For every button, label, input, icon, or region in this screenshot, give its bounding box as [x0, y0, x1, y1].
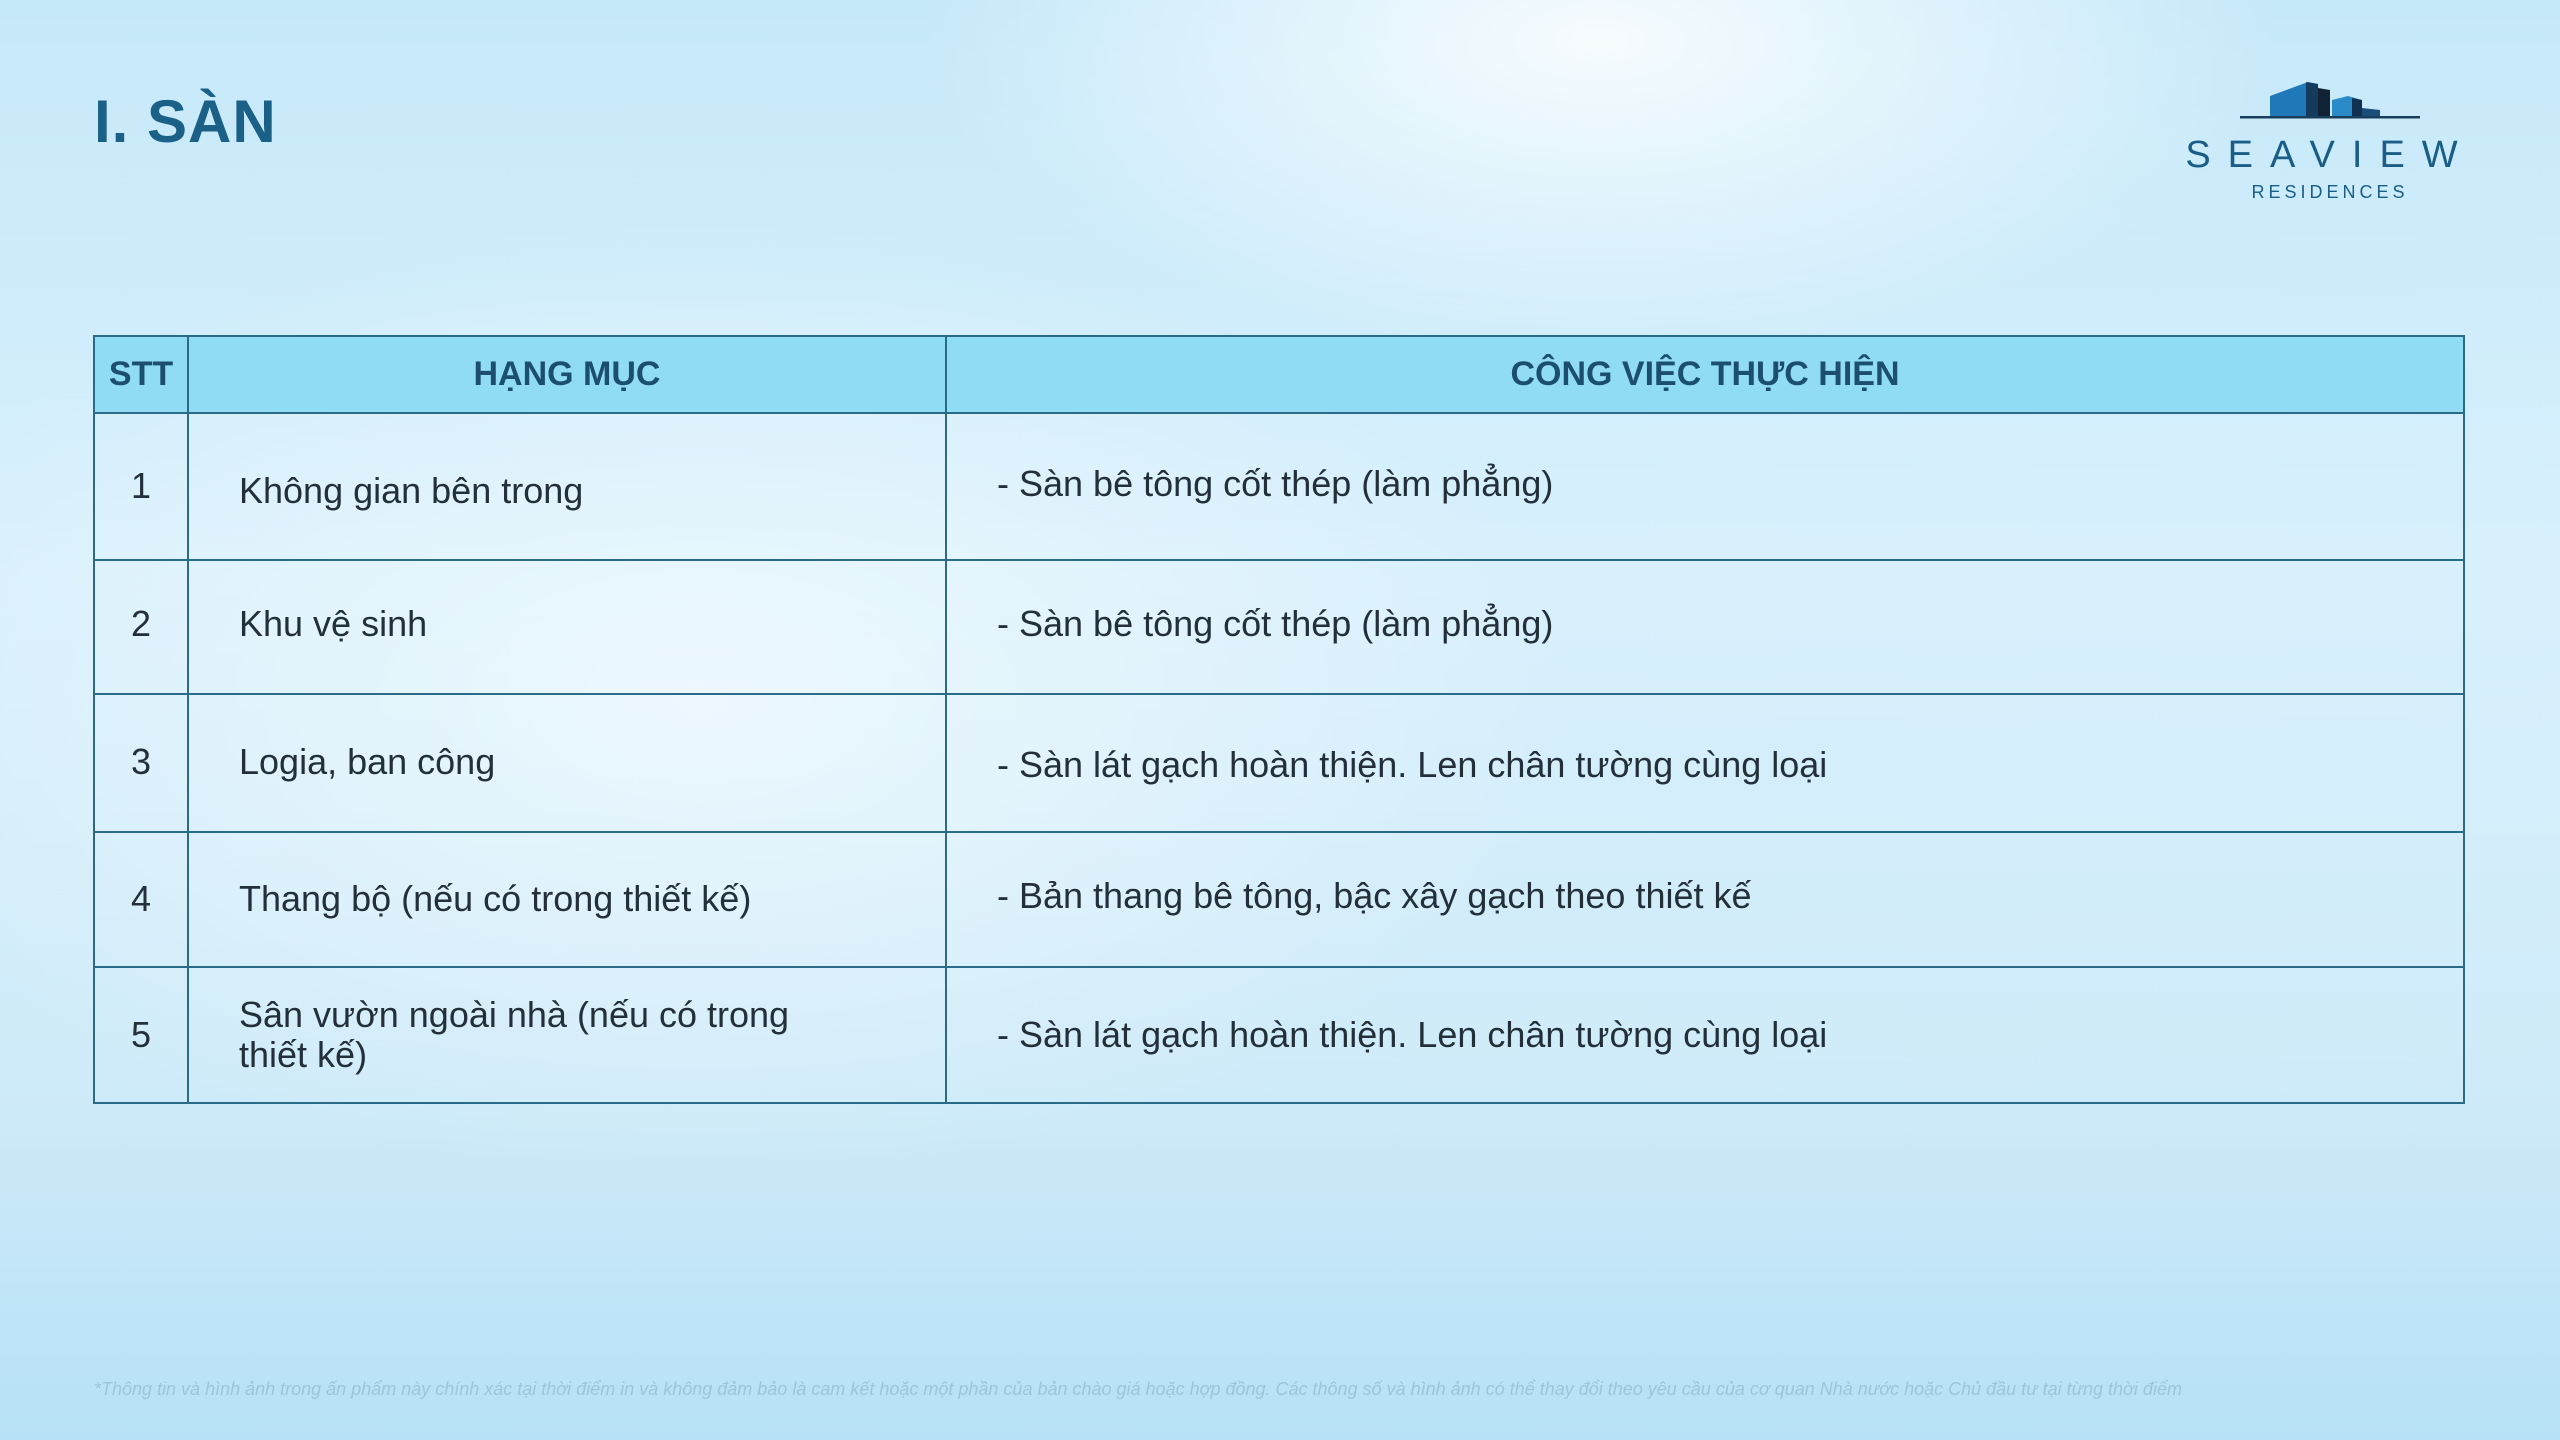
row-cong-viec: - Bản thang bê tông, bậc xây gạch theo thiết kế [946, 832, 2464, 967]
row-stt: 3 [94, 694, 188, 832]
row-stt: 1 [94, 413, 188, 560]
disclaimer-footnote: *Thông tin và hình ảnh trong ấn phẩm này chính xác tại thời điểm in và không đảm bảo là cam kết hoặc một phần của bản chào giá hoặc hợp đồng. Các thông số và hình ảnh có thể thay đổi theo yêu cầu của cơ quan Nhà nước hoặc Chủ đầu tư tại từng thời điểm [94, 1379, 2182, 1399]
table-row [94, 967, 2464, 1103]
row-stt: 2 [94, 560, 188, 694]
header-cong-viec: CÔNG VIỆC THỰC HIỆN [946, 336, 2464, 413]
row-hang-muc: Khu vệ sinh [188, 560, 946, 694]
row-hang-muc: Không gian bên trong [188, 413, 946, 560]
row-hang-muc: Logia, ban công [188, 694, 946, 832]
table-row [94, 694, 2464, 832]
seaview-logo [2180, 78, 2480, 208]
row-stt: 4 [94, 832, 188, 967]
row-cong-viec: - Sàn lát gạch hoàn thiện. Len chân tường cùng loại [946, 967, 2464, 1103]
header-stt: STT [94, 336, 188, 413]
row-cong-viec: - Sàn bê tông cốt thép (làm phẳng) [946, 560, 2464, 694]
row-hang-muc: Thang bộ (nếu có trong thiết kế) [188, 832, 946, 967]
row-cong-viec: - Sàn bê tông cốt thép (làm phẳng) [946, 413, 2464, 560]
page-title: I. SÀN [94, 88, 277, 155]
row-cong-viec: - Sàn lát gạch hoàn thiện. Len chân tường cùng loại [946, 694, 2464, 832]
buildings-icon [2240, 78, 2420, 124]
table-row [94, 560, 2464, 694]
row-hang-muc: Sân vườn ngoài nhà (nếu có trong thiết kế) [188, 967, 946, 1103]
logo-wordmark: SEAVIEW [2185, 134, 2475, 176]
logo-subtitle: RESIDENCES [2251, 182, 2409, 202]
table-row [94, 413, 2464, 560]
floor-spec-table [93, 335, 2463, 1104]
table-row [94, 832, 2464, 967]
row-stt: 5 [94, 967, 188, 1103]
table-header-row [94, 336, 2464, 413]
header-hang-muc: HẠNG MỤC [188, 336, 946, 413]
